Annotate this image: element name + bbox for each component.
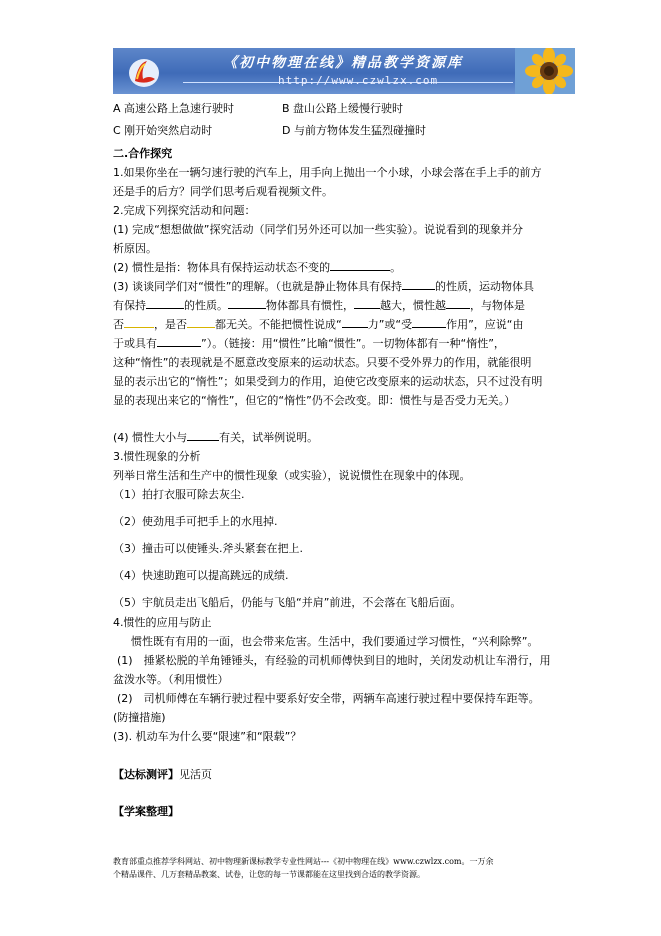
q2-3-text: ”）。（链接：用“惯性”比喻“惯性”。一切物体都有一种“惰性”， [201, 337, 505, 350]
assessment-text: 见活页 [179, 768, 212, 781]
q1-line2: 还是手的后方？同学们思考后观看视频文件。 [113, 185, 333, 198]
footer-line-2: 个精品课件、几万套精品教案、试卷，让您的每一节课都能在这里找到合适的教学资源。 [113, 870, 425, 879]
q2-3-text: ，是否 [154, 318, 187, 331]
header-banner [113, 48, 575, 94]
q2-3-text: 越大，惯性越 [380, 299, 446, 312]
summary-label: 【学案整理】 [113, 805, 179, 818]
assessment-label: 【达标测评】 [113, 768, 179, 781]
blank [354, 298, 380, 309]
blank [228, 298, 266, 309]
q2-2-text: (2) 惯性是指：物体具有保持运动状态不变的 [113, 261, 331, 274]
blank [412, 317, 446, 328]
q3-item-3: （3）撞击可以使锤头.斧头紧套在把上. [113, 542, 303, 555]
q3-item-5: （5）宇航员走出飞船后，仍能与飞船“并肩”前进，不会落在飞船后面。 [113, 596, 462, 609]
blank [446, 298, 470, 309]
q2-3-text: 作用”，应说“由 [446, 318, 524, 331]
banner-title: 《初中物理在线》精品教学资源库 [223, 55, 463, 71]
q4-1-line1: (1) 捶紧松脱的羊角锤锤头，有经验的司机师傅快到目的地时，关闭发动机让车滑行，用 [117, 654, 551, 667]
sunflower-icon [515, 48, 575, 94]
q2-3-line1 [113, 278, 534, 295]
q2-3-text: 于或具有 [113, 337, 157, 350]
q4-intro: 惯性既有有用的一面，也会带来危害。生活中，我们要通过学习惯性，“兴利除弊”。 [131, 635, 539, 648]
q2-3-text: 物体都具有惯性， [266, 299, 354, 312]
q2-3-text: 力”或“受 [367, 318, 413, 331]
section-heading: 二.合作探究 [113, 147, 173, 160]
banner-url: http://www.czwlzx.com [278, 74, 439, 87]
q2-3-line4 [113, 335, 505, 352]
q2-1-line1: (1) 完成“想想做做”探究活动（同学们另外还可以加一些实验）。说说看到的现象并分 [113, 223, 523, 236]
blank [342, 317, 368, 328]
blank [146, 298, 184, 309]
q2-4-line [113, 429, 318, 446]
q2-3-text: 的性质，运动物体具 [434, 280, 534, 293]
q2-3-line5: 这种“惰性”的表现就是不愿意改变原来的运动状态。只要不受外界力的作用，就能很明 [113, 356, 532, 369]
blank [187, 317, 215, 328]
q2-3-line7: 显的表现出来它的“惰性”，但它的“惰性”仍不会改变。即：惯性与是否受力无关。） [113, 394, 516, 407]
q2-3-line3 [113, 316, 524, 333]
q2-3-text: 的性质。 [184, 299, 228, 312]
blank [124, 317, 154, 328]
q2-3-text: (3) 谈谈同学们对“惯性”的理解。（也就是静止物体具有保持 [113, 280, 402, 293]
q2-3-text: 有保持 [113, 299, 146, 312]
q4-2-line2: (防撞措施) [113, 711, 166, 724]
q2-3-line6: 显的表示出它的“惰性”；如果受到力的作用，迫使它改变原来的运动状态，只不过没有明 [113, 375, 543, 388]
q2-4-text: 有关，试举例说明。 [219, 431, 319, 444]
q2-3-line2 [113, 297, 525, 314]
option-d: D 与前方物体发生猛烈碰撞时 [282, 124, 426, 137]
q4-3: (3). 机动车为什么要“限速”和“限载”？ [113, 730, 302, 743]
q2-3-text: 都无关。不能把惯性说成“ [215, 318, 342, 331]
q4-1-line2: 盆泼水等。（利用惯性） [113, 673, 229, 686]
assessment-line [113, 766, 212, 783]
blank [187, 430, 219, 441]
q3-intro: 列举日常生活和生产中的惯性现象（或实验），说说惯性在现象中的体现。 [113, 469, 471, 482]
q2-4-text: (4) 惯性大小与 [113, 431, 188, 444]
q2-2-end: 。 [390, 261, 402, 274]
option-b: B 盘山公路上缓慢行驶时 [282, 102, 404, 115]
q4-2-line1: (2) 司机师傅在车辆行驶过程中要系好安全带，两辆车高速行驶过程中要保持车距等。 [117, 692, 540, 705]
site-logo-icon [127, 55, 161, 89]
q3-heading: 3.惯性现象的分析 [113, 450, 201, 463]
blank [330, 260, 390, 271]
q3-item-2: （2）使劲甩手可把手上的水甩掉. [113, 515, 278, 528]
q2-1-line2: 析原因。 [113, 242, 157, 255]
blank [157, 336, 201, 347]
q2-prompt: 2.完成下列探究活动和问题： [113, 204, 256, 217]
q2-2-line [113, 259, 401, 276]
page-footer [113, 855, 583, 881]
q4-heading: 4.惯性的应用与防止 [113, 616, 212, 629]
option-c: C 刚开始突然启动时 [113, 124, 213, 137]
q2-3-text: ，与物体是 [470, 299, 525, 312]
q3-item-4: （4）快速助跑可以提高跳远的成绩. [113, 569, 289, 582]
blank [402, 279, 435, 290]
option-a: A 高速公路上急速行驶时 [113, 102, 235, 115]
q2-3-text: 否 [113, 318, 124, 331]
q1-line1: 1.如果你坐在一辆匀速行驶的汽车上，用手向上抛出一个小球，小球会落在手上手的前方 [113, 166, 542, 179]
q3-item-1: （1）拍打衣服可除去灰尘. [113, 488, 245, 501]
footer-line-1: 教育部重点推荐学科网站、初中物理新课标教学专业性网站---《初中物理在线》www.czwlzx.com。一万余 [113, 857, 494, 866]
